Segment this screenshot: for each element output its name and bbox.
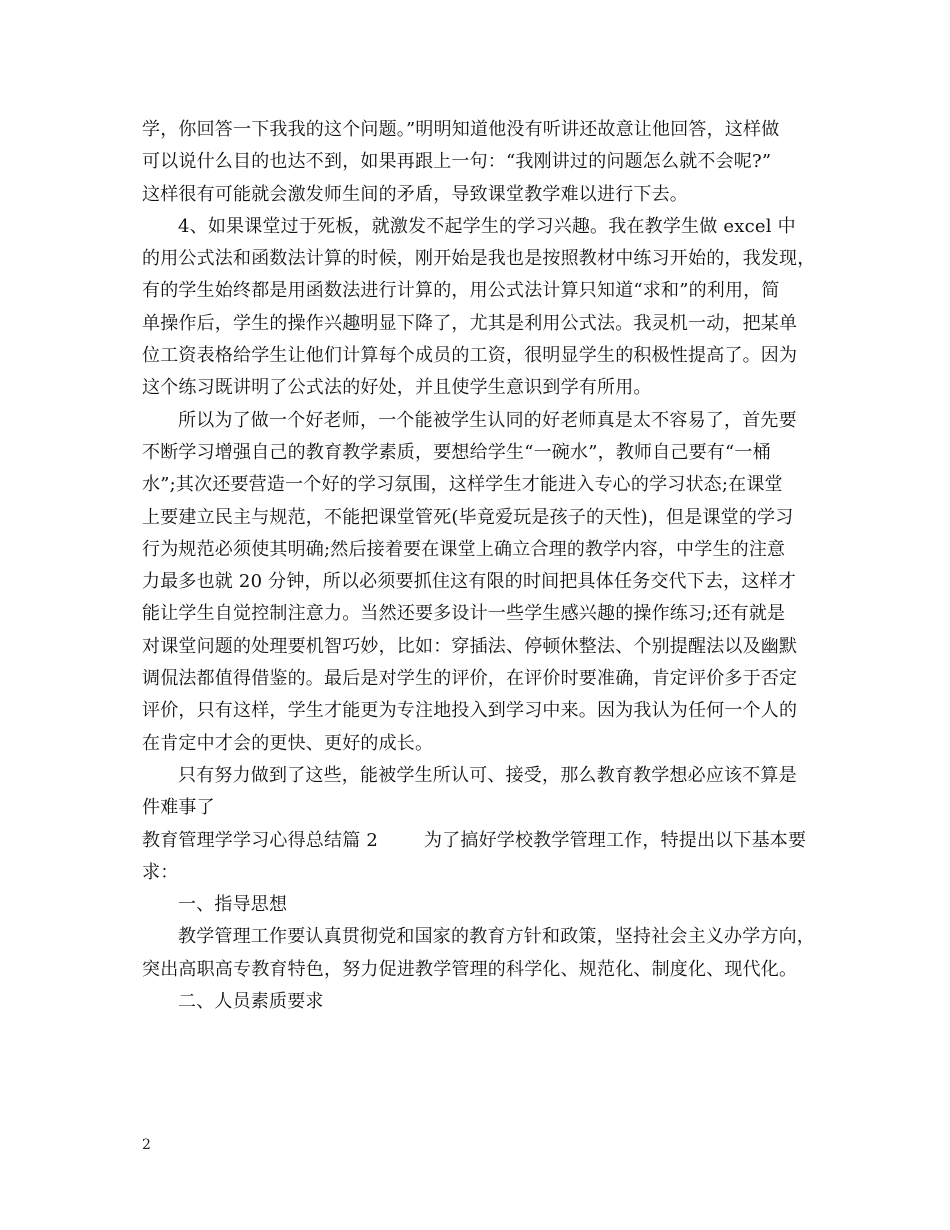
text-line-2: 可以说什么目的也达不到，如果再跟上一句：“我刚讲过的问题怎么就不会呢?” <box>142 151 772 173</box>
personnel-quality-heading: 二、人员素质要求 <box>178 991 324 1013</box>
summary-paragraph-line-6: 力最多也就 20 分钟，所以必须要抓住这有限的时间把具体任务交代下去，这样才 <box>142 571 796 593</box>
summary-paragraph-line-7: 能让学生自觉控制注意力。当然还要多设计一些学生感兴趣的操作练习;还有就是 <box>142 603 786 625</box>
section-heading-continuation: 为了搞好学校教学管理工作，特提出以下基本要 <box>423 829 807 851</box>
paragraph-4-line-4: 单操作后，学生的操作兴趣明显下降了，尤其是利用公式法。我灵机一动，把某单 <box>142 312 798 334</box>
text-line-1: 学，你回答一下我我的这个问题。”明明知道他没有听讲还故意让他回答，这样做 <box>142 119 780 140</box>
summary-paragraph-line-3: 水”;其次还要营造一个好的学习氛围，这样学生才能进入专心的学习状态;在课堂 <box>142 474 783 496</box>
summary-paragraph-line-2: 不断学习增强自己的教育教学素质，要想给学生“一碗水”，教师自己要有“一桶 <box>142 441 771 463</box>
conclusion-line-1: 只有努力做到了这些，能被学生所认可、接受，那么教育教学想必应该不算是 <box>178 764 797 786</box>
guiding-ideology-line-2: 突出高职高专教育特色，努力促进教学管理的科学化、规范化、制度化、现代化。 <box>142 958 798 980</box>
summary-paragraph-line-9: 调侃法都值得借鉴的。最后是对学生的评价，在评价时要准确，肯定评价多于否定 <box>142 668 798 690</box>
paragraph-4-line-2: 的用公式法和函数法计算的时候，刚开始是我也是按照教材中练习开始的，我发现， <box>142 248 816 270</box>
section-heading-title: 教育管理学学习心得总结篇 2 <box>142 829 378 851</box>
summary-paragraph-line-11: 在肯定中才会的更快、更好的成长。 <box>142 732 434 754</box>
summary-paragraph-line-10: 评价，只有这样，学生才能更为专注地投入到学习中来。因为我认为任何一个人的 <box>142 700 798 722</box>
document-body <box>142 114 814 1018</box>
paragraph-4-line-5: 位工资表格给学生让他们计算每个成员的工资，很明显学生的积极性提高了。因为 <box>142 345 798 367</box>
guiding-ideology-line-1: 教学管理工作要认真贯彻党和国家的教育方针和政策，坚持社会主义办学方向， <box>178 926 815 948</box>
paragraph-4-line-6: 这个练习既讲明了公式法的好处，并且使学生意识到学有所用。 <box>142 377 652 399</box>
page-number: 2 <box>142 1137 151 1153</box>
conclusion-line-2: 件难事了 <box>142 797 215 819</box>
requirement-line: 求： <box>142 861 179 883</box>
text-line-3: 这样很有可能就会激发师生间的矛盾，导致课堂教学难以进行下去。 <box>142 183 688 205</box>
section-heading-line <box>142 825 814 857</box>
guiding-ideology-heading: 一、指导思想 <box>178 894 288 916</box>
summary-paragraph-line-5: 行为规范必须使其明确;然后接着要在课堂上确立合理的教学内容，中学生的注意 <box>142 538 786 560</box>
summary-paragraph-line-4: 上要建立民主与规范，不能把课堂管死(毕竟爱玩是孩子的天性)，但是课堂的学习 <box>142 506 794 528</box>
paragraph-4-line-3: 有的学生始终都是用函数法进行计算的，用公式法计算只知道“求和”的利用，简 <box>142 280 780 302</box>
summary-paragraph-line-1: 所以为了做一个好老师，一个能被学生认同的好老师真是太不容易了，首先要 <box>178 409 797 431</box>
summary-paragraph-line-8: 对课堂问题的处理要机智巧妙，比如：穿插法、停顿休整法、个别提醒法以及幽默 <box>142 635 798 657</box>
paragraph-4-line-1: 4、如果课堂过于死板，就激发不起学生的学习兴趣。我在教学生做 excel 中 <box>178 215 796 237</box>
